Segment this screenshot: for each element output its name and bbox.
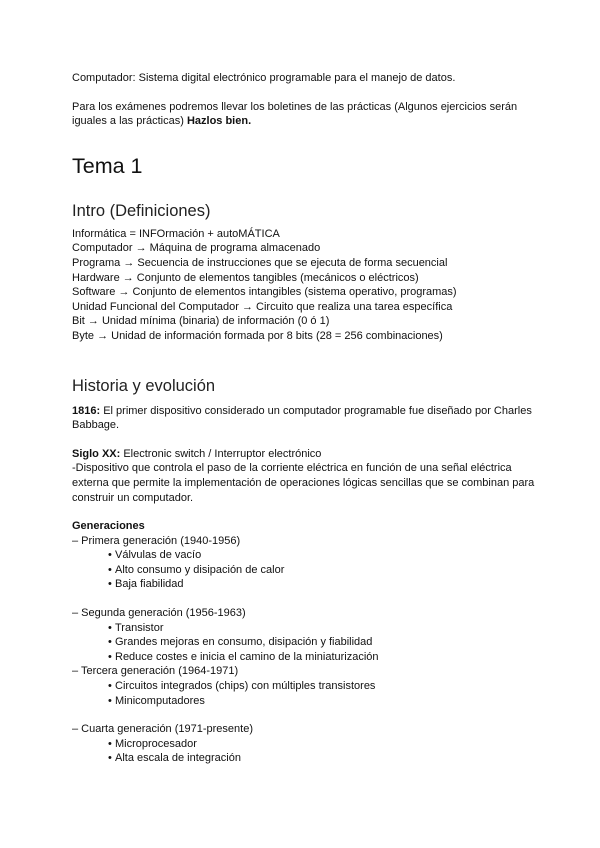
year-label: 1816:: [72, 404, 101, 417]
definition-line: Hardware → Conjunto de elementos tangibles (mecánicos o eléctricos): [72, 271, 419, 284]
babbage-paragraph: 1816: El primer dispositivo considerado un computador programable fue diseñado por Charles Babbage.: [72, 404, 532, 432]
bullet-item: • Válvulas de vacío: [72, 548, 542, 563]
siglo-xx-heading: Siglo XX: Electronic switch / Interruptor electrónico: [72, 447, 322, 460]
generation-title: – Primera generación (1940-1956): [72, 534, 241, 547]
generations-title: Generaciones: [72, 520, 145, 533]
bullet-item: • Reduce costes e inicia el camino de la miniaturización: [72, 650, 542, 665]
bullet-item: • Microprocesador: [72, 737, 542, 752]
definition-line: Byte → Unidad de información formada por 8 bits (28 = 256 combinaciones): [72, 329, 443, 342]
definition-line: Informática = INFOrmación + autoMÁTICA: [72, 227, 280, 240]
definition-line: Computador → Máquina de programa almacenado: [72, 242, 321, 255]
computer-definition: Computador: Sistema digital electrónico programable para el manejo de datos.: [72, 72, 456, 84]
bullet-item: • Circuitos integrados (chips) con múltiples transistores: [72, 679, 542, 694]
bullet-item: • Minicomputadores: [72, 694, 542, 709]
bullet-item: • Baja fiabilidad: [72, 577, 542, 592]
definition-line: Bit → Unidad mínima (binaria) de información (0 ó 1): [72, 315, 330, 328]
bullet-item: • Alta escala de integración: [72, 751, 542, 766]
bullet-item: • Transistor: [72, 621, 542, 636]
bullet-item: • Grandes mejoras en consumo, disipación y fiabilidad: [72, 635, 542, 650]
exam-note: [72, 100, 542, 129]
century-label: Siglo XX:: [72, 447, 121, 460]
siglo-xx-description: -Dispositivo que controla el paso de la corriente eléctrica en función de una señal eléctrica externa que permite la implementación de operaciones lógicas sencillas que se combinan para construir un computador.: [72, 462, 535, 504]
intro-section-title: Intro (Definiciones): [72, 201, 211, 220]
generation-title: – Cuarta generación (1971-presente): [72, 723, 254, 736]
exam-note-text: Para los exámenes podremos llevar los boletines de las prácticas (Algunos ejercicios serán iguales a las prácticas): [72, 100, 518, 128]
tema-title: Tema 1: [72, 153, 143, 178]
bullet-item: • Alto consumo y disipación de calor: [72, 563, 542, 578]
history-section-title: Historia y evolución: [72, 376, 216, 395]
definition-line: Software → Conjunto de elementos intangibles (sistema operativo, programas): [72, 286, 457, 299]
generation-title: – Segunda generación (1956-1963): [72, 607, 246, 620]
exam-note-bold: Hazlos bien.: [186, 115, 252, 128]
definition-line: Unidad Funcional del Computador → Circuito que realiza una tarea específica: [72, 300, 453, 313]
document-page: [72, 71, 542, 766]
definition-line: Programa → Secuencia de instrucciones que se ejecuta de forma secuencial: [72, 256, 448, 269]
generation-title: – Tercera generación (1964-1971): [72, 665, 239, 678]
